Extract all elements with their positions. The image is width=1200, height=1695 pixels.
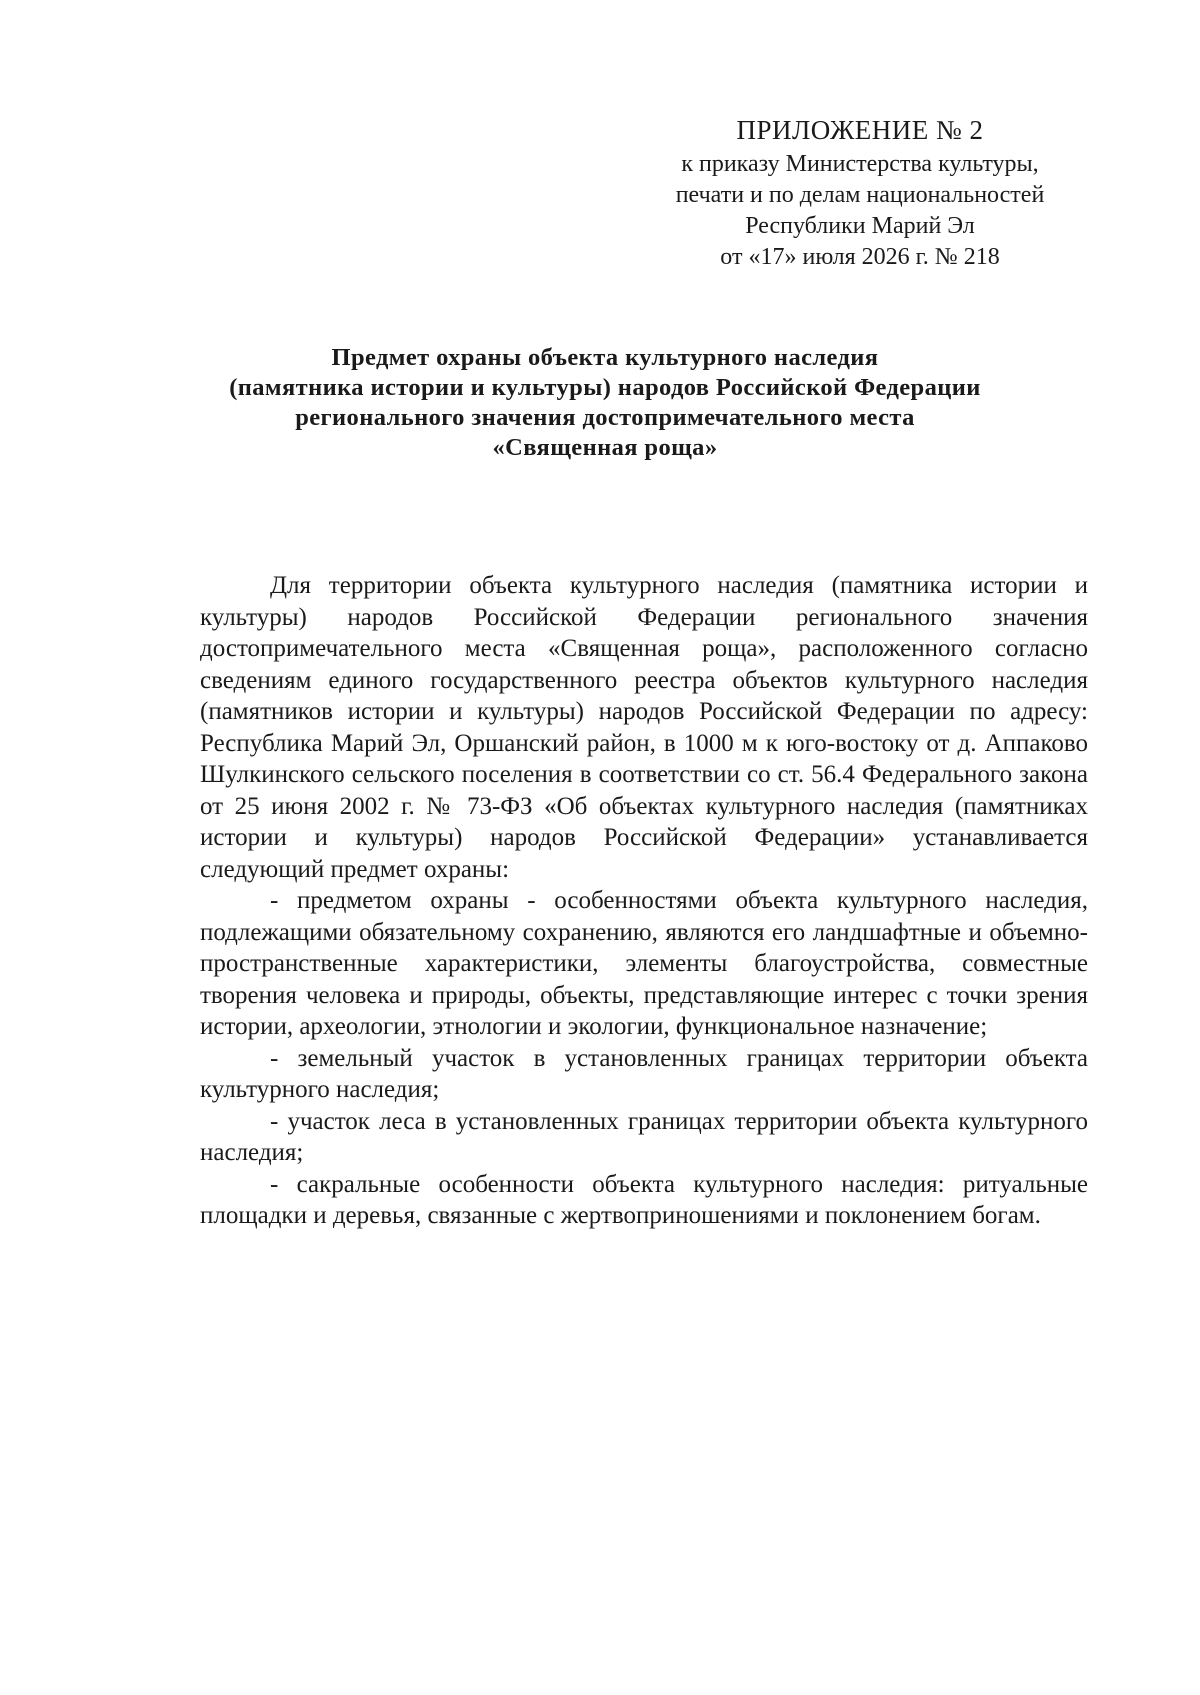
document-body	[200, 570, 1088, 1232]
protection-item: - земельный участок в установленных границах территории объекта культурного наследия;	[200, 1044, 1088, 1103]
document-title	[150, 343, 1060, 463]
document-title-line-3: регионального значения достопримечательного места	[295, 404, 915, 431]
protection-item: - участок леса в установленных границах территории объекта культурного наследия;	[200, 1107, 1088, 1166]
appendix-line-3: Республики Марий Эл	[745, 213, 975, 239]
protection-item: - сакральные особенности объекта культурного наследия: ритуальные площадки и деревья, связанные с жертвоприношениями и поклонением богам.	[200, 1170, 1088, 1229]
appendix-title: ПРИЛОЖЕНИЕ № 2	[736, 115, 984, 145]
document-title-line-2: (памятника истории и культуры) народов Российской Федерации	[229, 374, 981, 401]
appendix-line-2: печати и по делам национальностей	[675, 182, 1045, 208]
document-title-line-1: Предмет охраны объекта культурного наследия	[331, 344, 879, 371]
body-intro-paragraph: Для территории объекта культурного наследия (памятника истории и культуры) народов Российской Федерации регионального значения достопримечательного места «Священная роща», расположенного согласно сведениям единого государственного реестра объектов культурного наследия (памятников истории и культуры) народов Российской Федерации по адресу: Республика Марий Эл, Оршанский район, в 1000 м к юго-востоку от д. Аппаково Шулкинского сельского поселения в соответствии со ст. 56.4 Федерального закона от 25 июня 2002 г. № 73-ФЗ «Об объектах культурного наследия (памятниках истории и культуры) народов Российской Федерации» устанавливается следующий предмет охраны:	[200, 572, 1088, 883]
appendix-line-4: от «17» июля 2026 г. № 218	[720, 244, 1000, 270]
document-title-line-4: «Священная роща»	[492, 434, 718, 461]
appendix-header	[650, 112, 1070, 273]
appendix-line-1: к приказу Министерства культуры,	[681, 151, 1039, 177]
protection-item: - предметом охраны - особенностями объекта культурного наследия, подлежащими обязательному сохранению, являются его ландшафтные и объемно-пространственные характеристики, элементы благоустройства, совместные творения человека и природы, объекты, представляющие интерес с точки зрения истории, археологии, этнологии и экологии, функциональное назначение;	[200, 887, 1088, 1040]
